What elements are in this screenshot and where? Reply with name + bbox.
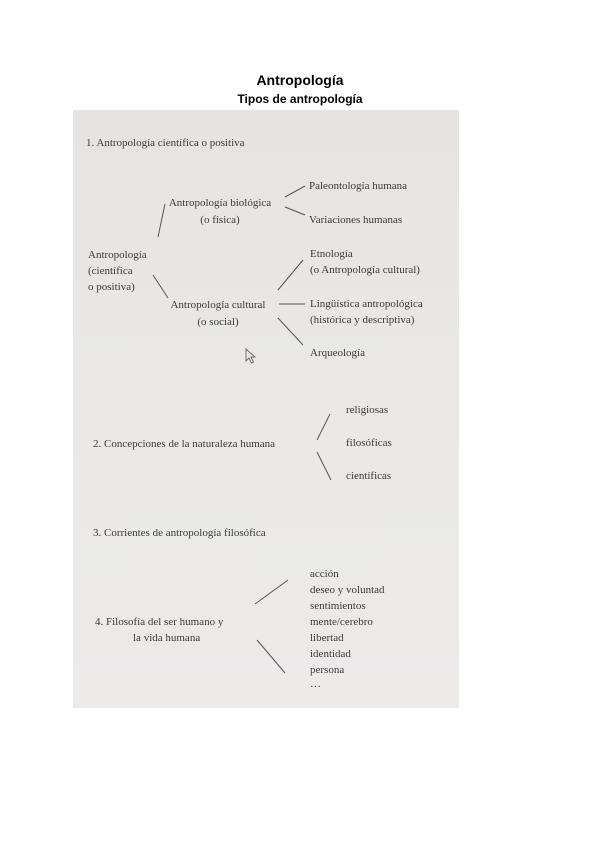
connector-bio-paleontologia xyxy=(285,186,305,197)
root-line1: Antropología xyxy=(88,249,147,261)
section1-heading: 1. Antropología científica o positiva xyxy=(86,137,245,149)
linguistica-line1: Lingüística antropológica xyxy=(310,298,423,310)
etnologia-line1: Etnología xyxy=(310,248,353,260)
variaciones: Variaciones humanas xyxy=(309,214,403,226)
paleontologia: Paleontología humana xyxy=(309,180,408,192)
item-accion: acción xyxy=(310,568,339,580)
root-line3: o positiva) xyxy=(88,281,135,293)
linguistica-line2: (histórica y descriptiva) xyxy=(310,314,415,326)
connector-cultural-arqueologia xyxy=(278,318,303,345)
scanned-diagram-photo xyxy=(73,110,459,708)
page-subtitle: Tipos de antropología xyxy=(237,92,363,106)
biologica-line1: Antropología biológica xyxy=(168,197,272,209)
section4-heading-line2: la vida humana xyxy=(133,632,201,644)
item-sentimientos: sentimientos xyxy=(310,600,366,612)
item-ellipsis: … xyxy=(310,678,321,690)
connector-concepciones-cientificas xyxy=(317,452,331,480)
cultural-line2: (o social) xyxy=(197,316,239,328)
connector-filosofia-upper xyxy=(255,580,288,604)
section3-heading: 3. Corrientes de antropología filosófica xyxy=(93,527,266,539)
connector-root-cultural xyxy=(153,275,168,298)
section2-heading: 2. Concepciones de la naturaleza humana xyxy=(93,438,276,450)
connector-filosofia-lower xyxy=(257,640,285,673)
cultural-line1: Antropología cultural xyxy=(170,299,266,311)
arqueologia: Arqueología xyxy=(310,347,365,359)
item-libertad: libertad xyxy=(310,632,344,644)
connector-cultural-etnologia xyxy=(278,260,303,290)
item-deseo: deseo y voluntad xyxy=(310,584,385,596)
pointer-cursor-icon xyxy=(245,348,257,364)
connector-bio-variaciones xyxy=(285,207,305,215)
item-cientificas: científicas xyxy=(346,470,392,482)
item-mente: mente/cerebro xyxy=(310,616,373,628)
item-filosoficas: filosóficas xyxy=(346,437,392,449)
item-religiosas: religiosas xyxy=(346,404,389,416)
item-identidad: identidad xyxy=(310,648,351,660)
root-line2: (científica xyxy=(88,265,133,277)
page-title: Antropología xyxy=(256,72,344,88)
etnologia-line2: (o Antropología cultural) xyxy=(310,264,420,276)
biologica-line2: (o física) xyxy=(200,214,240,226)
section4-heading-line1: 4. Filosofía del ser humano y xyxy=(95,616,224,628)
connector-concepciones-religiosas xyxy=(317,414,330,440)
item-persona: persona xyxy=(310,664,345,676)
